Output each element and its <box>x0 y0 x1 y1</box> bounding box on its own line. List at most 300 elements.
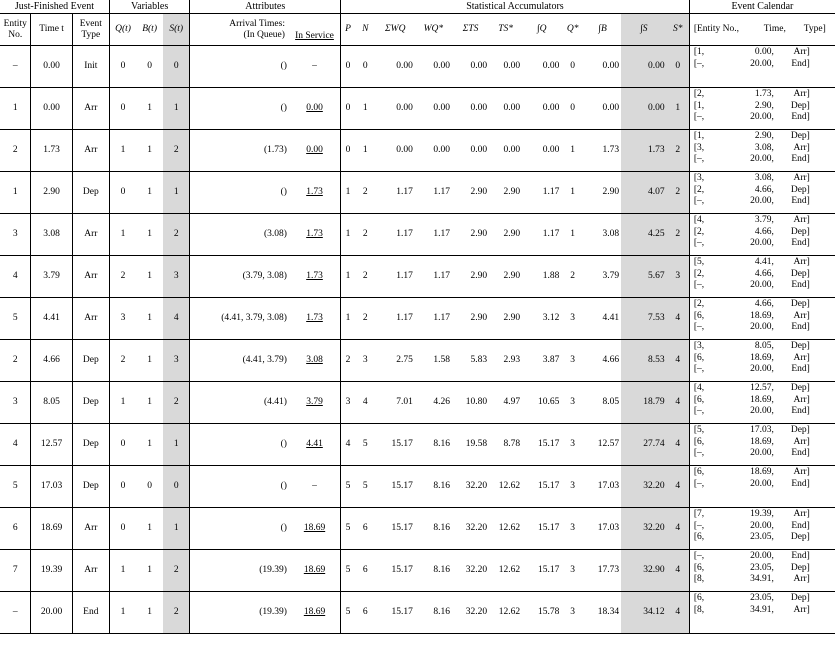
cal-entity: [5, <box>693 425 705 435</box>
cal-time-header: Time, <box>763 24 786 34</box>
calendar-entry <box>694 425 833 437</box>
calendar-entry <box>694 143 833 155</box>
cal-type: Arr] <box>793 47 810 57</box>
cal-entity: [4, <box>693 215 705 225</box>
cell-time: 0.00 <box>31 88 72 130</box>
cal-type: Dep] <box>790 383 810 393</box>
cell-b: 1 <box>136 340 163 382</box>
cell-is: 32.20 <box>621 466 666 508</box>
cell-calendar <box>689 256 835 298</box>
cell-ss: 4 <box>667 466 690 508</box>
cell-q: 2 <box>109 256 136 298</box>
group-attributes: Attributes <box>190 0 341 14</box>
cell-ss: 2 <box>667 130 690 172</box>
cell-tss: 0.00 <box>489 130 522 172</box>
cal-time: 2.90, <box>754 100 774 111</box>
cell-iq: 15.17 <box>522 466 561 508</box>
cell-s: 2 <box>163 130 190 172</box>
cell-n: 5 <box>355 424 376 466</box>
calendar-entry <box>694 437 833 449</box>
cell-time: 0.00 <box>31 46 72 88</box>
cal-type: Arr] <box>793 509 810 519</box>
cell-b: 1 <box>136 130 163 172</box>
cell-type: Arr <box>72 214 109 256</box>
cell-sts: 2.90 <box>452 256 489 298</box>
calendar-entry <box>694 215 833 227</box>
cal-type: End] <box>791 196 810 206</box>
cell-tss: 12.62 <box>489 550 522 592</box>
in-service-value: 4.41 <box>306 439 323 449</box>
cell-type: Arr <box>72 130 109 172</box>
cal-type-header: Type] <box>803 24 826 34</box>
col-time: Time t <box>31 14 72 46</box>
cal-entity: [3, <box>693 173 705 183</box>
calendar-entry <box>694 47 833 59</box>
cell-swq: 7.01 <box>376 382 415 424</box>
cal-entity: [6, <box>693 352 705 363</box>
in-queue-label: (In Queue) <box>243 29 285 40</box>
table-body <box>0 46 835 634</box>
cell-time: 18.69 <box>31 508 72 550</box>
cal-time: 3.79, <box>754 215 774 225</box>
cell-type: End <box>72 592 109 634</box>
cell-ss: 4 <box>667 298 690 340</box>
cell-iq: 1.17 <box>522 214 561 256</box>
cell-p: 5 <box>341 508 355 550</box>
cell-wqs: 1.17 <box>415 214 452 256</box>
cell-entity: 4 <box>0 256 31 298</box>
cell-ss: 4 <box>667 340 690 382</box>
cal-time: 19.39, <box>750 509 774 519</box>
cell-p: 1 <box>341 298 355 340</box>
cell-iq: 15.78 <box>522 592 561 634</box>
cal-time: 4.41, <box>754 257 774 267</box>
cell-sts: 32.20 <box>452 592 489 634</box>
cell-ib: 18.34 <box>584 592 621 634</box>
cell-queue: () <box>190 424 289 466</box>
cell-tss: 4.97 <box>489 382 522 424</box>
cell-s: 1 <box>163 424 190 466</box>
cell-time: 3.79 <box>31 256 72 298</box>
table-row <box>0 340 835 382</box>
cal-time: 20.00, <box>750 364 774 374</box>
in-service-value: 1.73 <box>306 187 323 197</box>
col-int-q: ∫Q <box>522 14 561 46</box>
cell-n: 4 <box>355 382 376 424</box>
col-s-t: S(t) <box>163 14 190 46</box>
cell-time: 17.03 <box>31 466 72 508</box>
calendar-entry <box>694 448 833 460</box>
cell-q: 2 <box>109 340 136 382</box>
calendar-entry <box>694 311 833 323</box>
cell-qs: 3 <box>561 424 584 466</box>
col-in-service <box>289 14 341 46</box>
cell-sts: 5.83 <box>452 340 489 382</box>
cell-calendar <box>689 424 835 466</box>
cell-q: 0 <box>109 46 136 88</box>
cell-sts: 2.90 <box>452 298 489 340</box>
cell-s: 1 <box>163 88 190 130</box>
cell-ib: 17.03 <box>584 508 621 550</box>
cell-b: 1 <box>136 592 163 634</box>
cell-calendar <box>689 172 835 214</box>
cell-service <box>289 382 341 424</box>
cell-is: 32.20 <box>621 508 666 550</box>
cell-p: 0 <box>341 88 355 130</box>
cell-b: 0 <box>136 466 163 508</box>
calendar-entry <box>694 467 833 479</box>
cal-type: End] <box>791 478 810 489</box>
cal-entity: [–, <box>693 364 705 374</box>
cell-ss: 4 <box>667 382 690 424</box>
cal-time: 18.69, <box>750 352 774 363</box>
cell-iq: 1.88 <box>522 256 561 298</box>
cell-service <box>289 466 341 508</box>
cell-ss: 3 <box>667 256 690 298</box>
cell-q: 0 <box>109 508 136 550</box>
cell-n: 2 <box>355 172 376 214</box>
calendar-entry <box>694 551 833 563</box>
cell-s: 2 <box>163 550 190 592</box>
cell-is: 7.53 <box>621 298 666 340</box>
cell-is: 0.00 <box>621 46 666 88</box>
calendar-entry <box>694 131 833 143</box>
calendar-entry <box>694 605 833 617</box>
cell-b: 1 <box>136 214 163 256</box>
cell-is: 18.79 <box>621 382 666 424</box>
cell-swq: 0.00 <box>376 46 415 88</box>
cell-queue: (1.73) <box>190 130 289 172</box>
cal-time: 8.05, <box>754 341 774 351</box>
cell-iq: 15.17 <box>522 550 561 592</box>
cal-type: Dep] <box>790 532 810 542</box>
cell-b: 1 <box>136 298 163 340</box>
cal-time: 20.00, <box>750 196 774 206</box>
cell-qs: 3 <box>561 466 584 508</box>
cell-queue: () <box>190 46 289 88</box>
cal-type: Dep] <box>790 268 810 279</box>
cell-calendar <box>689 130 835 172</box>
cell-tss: 8.78 <box>489 424 522 466</box>
cell-iq: 1.17 <box>522 172 561 214</box>
cell-service <box>289 214 341 256</box>
cal-time: 17.03, <box>750 425 774 435</box>
cell-iq: 0.00 <box>522 130 561 172</box>
cell-swq: 15.17 <box>376 466 415 508</box>
cal-type: Dep] <box>790 100 810 111</box>
cal-entity: [3, <box>693 142 705 153</box>
cell-time: 1.73 <box>31 130 72 172</box>
cell-type: Arr <box>72 298 109 340</box>
cell-service <box>289 298 341 340</box>
cell-ss: 2 <box>667 172 690 214</box>
col-sum-wq: ΣWQ <box>376 14 415 46</box>
cell-is: 27.74 <box>621 424 666 466</box>
cell-n: 2 <box>355 214 376 256</box>
cell-iq: 0.00 <box>522 46 561 88</box>
cell-entity: 2 <box>0 130 31 172</box>
cell-iq: 10.65 <box>522 382 561 424</box>
table-row <box>0 46 835 88</box>
cell-b: 1 <box>136 382 163 424</box>
cell-iq: 3.87 <box>522 340 561 382</box>
cal-type: Arr] <box>793 310 810 321</box>
cal-entity: [–, <box>693 551 705 561</box>
cell-s: 3 <box>163 340 190 382</box>
table-row <box>0 130 835 172</box>
cell-type: Arr <box>72 256 109 298</box>
cal-type: End] <box>791 551 810 561</box>
table-row <box>0 256 835 298</box>
cell-q: 0 <box>109 172 136 214</box>
cell-service <box>289 424 341 466</box>
cal-entity: [3, <box>693 341 705 351</box>
cal-time: 0.00, <box>754 47 774 57</box>
cal-time: 20.00, <box>750 280 774 290</box>
cal-time: 20.00, <box>750 112 774 122</box>
cal-type: Arr] <box>793 352 810 363</box>
calendar-entry <box>694 383 833 395</box>
cell-type: Dep <box>72 172 109 214</box>
cell-sts: 0.00 <box>452 130 489 172</box>
cell-entity: 5 <box>0 466 31 508</box>
calendar-entry <box>694 299 833 311</box>
calendar-entry <box>694 341 833 353</box>
cell-entity: 4 <box>0 424 31 466</box>
col-b-t: B(t) <box>136 14 163 46</box>
cell-time: 4.41 <box>31 298 72 340</box>
cal-type: Arr] <box>793 89 810 99</box>
cal-entity: [7, <box>693 509 705 519</box>
calendar-entry <box>694 574 833 586</box>
cell-sts: 32.20 <box>452 550 489 592</box>
cell-wqs: 1.17 <box>415 172 452 214</box>
cell-calendar <box>689 214 835 256</box>
cal-time: 23.05, <box>750 593 774 603</box>
col-int-b: ∫B <box>584 14 621 46</box>
cell-q: 3 <box>109 298 136 340</box>
cal-entity: [8, <box>693 574 705 584</box>
cell-qs: 0 <box>561 88 584 130</box>
in-service-value: 3.08 <box>306 355 323 365</box>
arrival-times-label: Arrival Times: <box>229 18 285 29</box>
cell-tss: 2.90 <box>489 172 522 214</box>
cell-swq: 1.17 <box>376 256 415 298</box>
cal-time: 1.73, <box>754 89 774 99</box>
cell-n: 6 <box>355 508 376 550</box>
cell-p: 5 <box>341 466 355 508</box>
cell-time: 19.39 <box>31 550 72 592</box>
cell-entity: 3 <box>0 382 31 424</box>
calendar-entry <box>694 563 833 575</box>
cell-s: 0 <box>163 46 190 88</box>
cal-time: 2.90, <box>754 131 774 141</box>
cell-calendar <box>689 298 835 340</box>
cell-ss: 2 <box>667 214 690 256</box>
cell-entity: 5 <box>0 298 31 340</box>
cell-swq: 15.17 <box>376 424 415 466</box>
in-service-value: – <box>312 61 317 71</box>
cal-type: Dep] <box>790 425 810 435</box>
cell-s: 2 <box>163 214 190 256</box>
cell-s: 2 <box>163 382 190 424</box>
cell-is: 5.67 <box>621 256 666 298</box>
cell-n: 1 <box>355 130 376 172</box>
cal-type: Arr] <box>793 215 810 225</box>
table-row <box>0 466 835 508</box>
calendar-entry <box>694 395 833 407</box>
cell-calendar <box>689 508 835 550</box>
cal-entity: [–, <box>693 154 705 164</box>
cell-n: 5 <box>355 466 376 508</box>
cal-entity: [1, <box>693 100 705 111</box>
table-row <box>0 508 835 550</box>
cell-s: 1 <box>163 172 190 214</box>
cal-type: Dep] <box>790 131 810 141</box>
cell-type: Init <box>72 46 109 88</box>
cell-q: 1 <box>109 382 136 424</box>
cal-time: 34.91, <box>750 604 774 615</box>
cell-ib: 2.90 <box>584 172 621 214</box>
cal-type: Arr] <box>793 574 810 584</box>
cal-entity-header: [Entity No., <box>693 24 739 34</box>
cell-queue: (4.41, 3.79) <box>190 340 289 382</box>
table-row <box>0 214 835 256</box>
col-calendar <box>689 14 835 46</box>
cal-entity: [2, <box>693 268 705 279</box>
cell-queue: (3.79, 3.08) <box>190 256 289 298</box>
cell-calendar <box>689 550 835 592</box>
cell-ss: 4 <box>667 508 690 550</box>
cal-type: Dep] <box>790 299 810 309</box>
cell-service <box>289 130 341 172</box>
cell-calendar <box>689 382 835 424</box>
cell-tss: 12.62 <box>489 508 522 550</box>
cell-sts: 0.00 <box>452 88 489 130</box>
cell-entity: – <box>0 46 31 88</box>
cell-tss: 0.00 <box>489 46 522 88</box>
cal-type: End] <box>791 112 810 122</box>
cal-type: End] <box>791 280 810 290</box>
cal-entity: [–, <box>693 238 705 248</box>
calendar-entry <box>694 532 833 544</box>
cell-s: 1 <box>163 508 190 550</box>
cal-type: Dep] <box>790 341 810 351</box>
cell-qs: 3 <box>561 340 584 382</box>
cal-time: 20.00, <box>750 154 774 164</box>
in-service-value: 1.73 <box>306 313 323 323</box>
cal-type: Dep] <box>790 226 810 237</box>
cell-swq: 15.17 <box>376 592 415 634</box>
cal-time: 18.69, <box>750 467 774 477</box>
cal-type: Arr] <box>793 436 810 447</box>
cal-time: 4.66, <box>754 184 774 195</box>
cell-time: 2.90 <box>31 172 72 214</box>
cal-entity: [6, <box>693 532 705 542</box>
in-service-value: 18.69 <box>303 523 326 533</box>
cell-ib: 3.79 <box>584 256 621 298</box>
cell-wqs: 8.16 <box>415 550 452 592</box>
cell-wqs: 1.58 <box>415 340 452 382</box>
calendar-entry <box>694 593 833 605</box>
cell-is: 32.90 <box>621 550 666 592</box>
cell-service <box>289 46 341 88</box>
cal-entity: [–, <box>693 112 705 122</box>
cell-p: 1 <box>341 256 355 298</box>
cell-queue: (19.39) <box>190 550 289 592</box>
cell-time: 3.08 <box>31 214 72 256</box>
cal-type: Arr] <box>793 257 810 267</box>
cell-n: 3 <box>355 340 376 382</box>
cell-n: 6 <box>355 550 376 592</box>
cell-service <box>289 508 341 550</box>
cell-type: Arr <box>72 508 109 550</box>
cell-queue: (3.08) <box>190 214 289 256</box>
cell-p: 0 <box>341 46 355 88</box>
cell-entity: – <box>0 592 31 634</box>
col-q-star: Q* <box>561 14 584 46</box>
in-service-value: 3.79 <box>306 397 323 407</box>
cell-tss: 12.62 <box>489 592 522 634</box>
in-service-label: In Service <box>295 31 334 41</box>
cell-p: 5 <box>341 550 355 592</box>
cell-service <box>289 592 341 634</box>
group-just-finished: Just-Finished Event <box>0 0 109 14</box>
cell-entity: 2 <box>0 340 31 382</box>
cell-is: 4.07 <box>621 172 666 214</box>
cell-type: Dep <box>72 340 109 382</box>
calendar-entry <box>694 364 833 376</box>
calendar-entry <box>694 238 833 250</box>
cell-service <box>289 88 341 130</box>
cell-p: 1 <box>341 214 355 256</box>
cal-time: 20.00, <box>750 322 774 332</box>
col-q-t: Q(t) <box>109 14 136 46</box>
cell-time: 8.05 <box>31 382 72 424</box>
cal-time: 20.00, <box>750 58 774 69</box>
cell-qs: 2 <box>561 256 584 298</box>
cell-queue: () <box>190 172 289 214</box>
cell-calendar <box>689 466 835 508</box>
cal-type: End] <box>791 58 810 69</box>
cal-entity: [1, <box>693 131 705 141</box>
cell-sts: 0.00 <box>452 46 489 88</box>
cal-type: Arr] <box>793 394 810 405</box>
cell-service <box>289 172 341 214</box>
cal-entity: [–, <box>693 280 705 290</box>
cal-type: End] <box>791 448 810 458</box>
cal-time: 20.00, <box>750 478 774 489</box>
cell-sts: 32.20 <box>452 508 489 550</box>
cal-time: 12.57, <box>750 383 774 393</box>
col-int-s: ∫S <box>621 14 666 46</box>
cell-is: 1.73 <box>621 130 666 172</box>
cell-type: Arr <box>72 88 109 130</box>
group-event-calendar: Event Calendar <box>689 0 835 14</box>
calendar-entry <box>694 173 833 185</box>
cell-wqs: 4.26 <box>415 382 452 424</box>
cal-type: Arr] <box>793 604 810 615</box>
cell-iq: 3.12 <box>522 298 561 340</box>
cal-time: 20.00, <box>750 238 774 248</box>
cal-type: Arr] <box>793 173 810 183</box>
cell-wqs: 1.17 <box>415 256 452 298</box>
cal-type: End] <box>791 364 810 374</box>
cell-ib: 3.08 <box>584 214 621 256</box>
cell-p: 2 <box>341 340 355 382</box>
cell-queue: () <box>190 466 289 508</box>
cal-type: End] <box>791 154 810 164</box>
